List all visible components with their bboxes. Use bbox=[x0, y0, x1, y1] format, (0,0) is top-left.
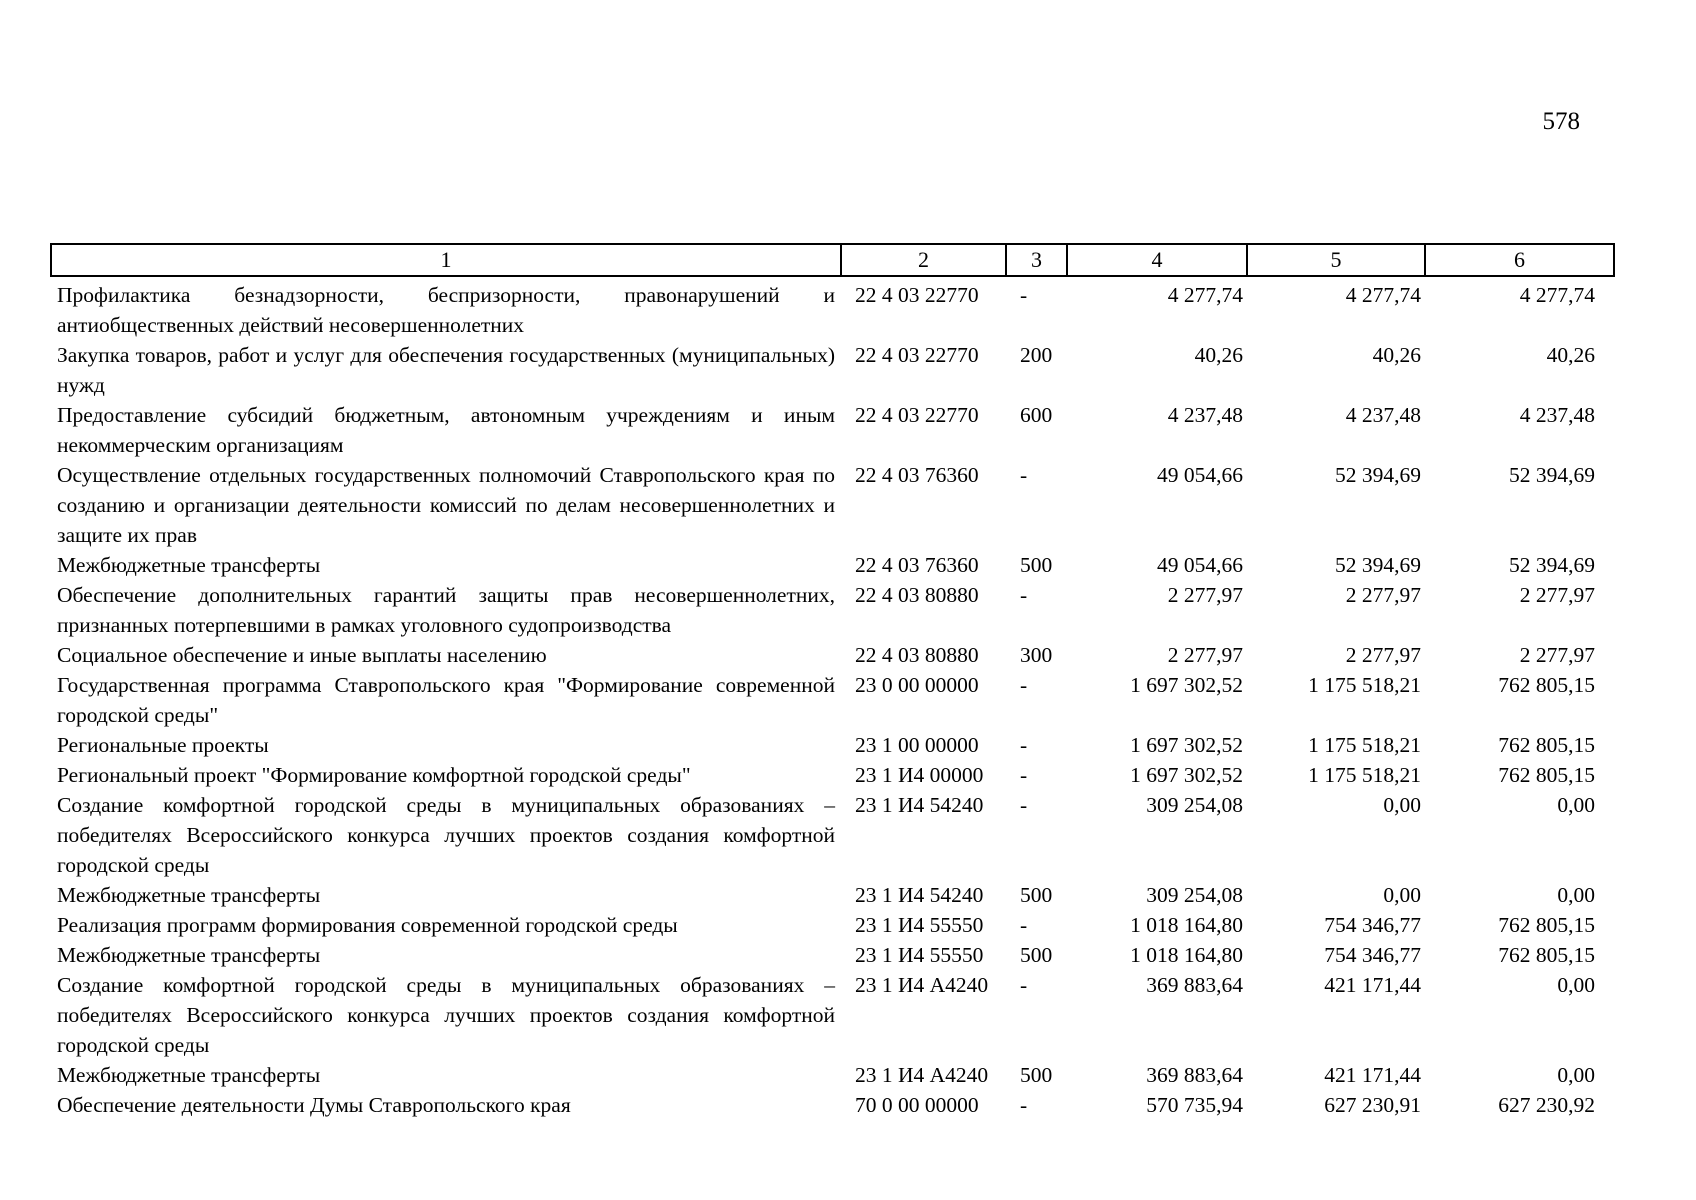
row-amount-col6-cell: 2 277,97 bbox=[1519, 643, 1595, 667]
page-number: 578 bbox=[1542, 108, 1580, 135]
row-expense-type-cell: - bbox=[1020, 1093, 1028, 1117]
row-name-cell: Обеспечение деятельности Думы Ставропольского края bbox=[57, 1093, 571, 1117]
row-amount-col5-cell: 52 394,69 bbox=[1335, 463, 1421, 487]
row-code-cell: 23 1 И4 55550 bbox=[855, 943, 984, 967]
row-amount-col4-cell: 309 254,08 bbox=[1146, 883, 1243, 907]
table-row bbox=[51, 550, 1614, 580]
row-amount-col4-cell: 309 254,08 bbox=[1146, 793, 1243, 817]
table-row bbox=[51, 910, 1614, 940]
table-header-row bbox=[51, 244, 1614, 276]
table-row bbox=[51, 400, 1614, 460]
row-amount-col6-cell: 52 394,69 bbox=[1509, 553, 1595, 577]
row-amount-col6-cell: 0,00 bbox=[1557, 1063, 1595, 1087]
row-name-cell: Межбюджетные трансферты bbox=[57, 1063, 321, 1087]
row-amount-col5-cell: 0,00 bbox=[1383, 883, 1421, 907]
table-row bbox=[51, 580, 1614, 640]
row-name-cell: Межбюджетные трансферты bbox=[57, 943, 321, 967]
row-expense-type-cell: - bbox=[1020, 583, 1028, 607]
row-code-cell: 22 4 03 22770 bbox=[855, 403, 979, 427]
row-expense-type-cell: 500 bbox=[1020, 943, 1053, 967]
table-row bbox=[51, 790, 1614, 880]
row-expense-type-cell: 200 bbox=[1020, 343, 1053, 367]
row-amount-col6-cell: 627 230,92 bbox=[1498, 1093, 1595, 1117]
table-row bbox=[51, 340, 1614, 400]
row-code-cell: 22 4 03 76360 bbox=[855, 463, 979, 487]
table-row bbox=[51, 880, 1614, 910]
table-row bbox=[51, 1090, 1614, 1120]
row-code-cell: 23 1 И4 54240 bbox=[855, 793, 984, 817]
row-expense-type-cell: 500 bbox=[1020, 1063, 1053, 1087]
row-amount-col6-cell: 762 805,15 bbox=[1498, 763, 1595, 787]
row-code-cell: 22 4 03 80880 bbox=[855, 583, 979, 607]
row-amount-col4-cell: 2 277,97 bbox=[1167, 643, 1243, 667]
row-amount-col5-cell: 4 277,74 bbox=[1345, 283, 1421, 307]
row-amount-col4-cell: 570 735,94 bbox=[1146, 1093, 1243, 1117]
row-amount-col5-cell: 40,26 bbox=[1372, 343, 1421, 367]
row-amount-col5-cell: 52 394,69 bbox=[1335, 553, 1421, 577]
table-row bbox=[51, 970, 1614, 1060]
row-expense-type-cell: - bbox=[1020, 973, 1028, 997]
row-amount-col4-cell: 4 277,74 bbox=[1167, 283, 1243, 307]
row-name-cell: Осуществление отдельных государственных полномочий Ставропольского края по созданию и организации деятельности комиссий по делам несовершеннолетних и защите их прав bbox=[57, 463, 835, 547]
row-amount-col5-cell: 1 175 518,21 bbox=[1308, 673, 1421, 697]
row-amount-col6-cell: 0,00 bbox=[1557, 973, 1595, 997]
row-amount-col4-cell: 2 277,97 bbox=[1167, 583, 1243, 607]
row-amount-col6-cell: 2 277,97 bbox=[1519, 583, 1595, 607]
row-name-cell: Региональные проекты bbox=[57, 733, 269, 757]
table-row bbox=[51, 730, 1614, 760]
row-code-cell: 23 1 И4 55550 bbox=[855, 913, 984, 937]
row-code-cell: 23 1 И4 54240 bbox=[855, 883, 984, 907]
row-name-cell: Реализация программ формирования современной городской среды bbox=[57, 913, 678, 937]
row-name-cell: Профилактика безнадзорности, беспризорности, правонарушений и антиобщественных действий несовершеннолетних bbox=[57, 283, 835, 337]
row-expense-type-cell: - bbox=[1020, 793, 1028, 817]
column-header: 5 bbox=[1247, 244, 1425, 276]
budget-table bbox=[50, 243, 1615, 1120]
row-amount-col4-cell: 40,26 bbox=[1194, 343, 1243, 367]
table-row bbox=[51, 460, 1614, 550]
row-amount-col5-cell: 0,00 bbox=[1383, 793, 1421, 817]
row-expense-type-cell: 500 bbox=[1020, 553, 1053, 577]
row-expense-type-cell: - bbox=[1020, 673, 1028, 697]
row-amount-col6-cell: 762 805,15 bbox=[1498, 673, 1595, 697]
row-expense-type-cell: - bbox=[1020, 733, 1028, 757]
row-amount-col5-cell: 4 237,48 bbox=[1345, 403, 1421, 427]
row-amount-col4-cell: 1 697 302,52 bbox=[1130, 673, 1243, 697]
row-amount-col6-cell: 4 277,74 bbox=[1519, 283, 1595, 307]
column-header: 4 bbox=[1067, 244, 1247, 276]
row-expense-type-cell: 500 bbox=[1020, 883, 1053, 907]
row-amount-col5-cell: 2 277,97 bbox=[1345, 583, 1421, 607]
row-code-cell: 22 4 03 76360 bbox=[855, 553, 979, 577]
column-header: 3 bbox=[1006, 244, 1067, 276]
row-amount-col4-cell: 369 883,64 bbox=[1146, 1063, 1243, 1087]
column-header: 6 bbox=[1425, 244, 1614, 276]
row-name-cell: Обеспечение дополнительных гарантий защиты прав несовершеннолетних, признанных потерпевшими в рамках уголовного судопроизводства bbox=[57, 583, 835, 637]
table-row bbox=[51, 276, 1614, 340]
column-header: 2 bbox=[841, 244, 1006, 276]
row-code-cell: 23 1 И4 А4240 bbox=[855, 973, 989, 997]
row-expense-type-cell: - bbox=[1020, 283, 1028, 307]
row-name-cell: Социальное обеспечение и иные выплаты населению bbox=[57, 643, 547, 667]
row-expense-type-cell: - bbox=[1020, 463, 1028, 487]
row-code-cell: 22 4 03 22770 bbox=[855, 283, 979, 307]
table-row bbox=[51, 1060, 1614, 1090]
table-row bbox=[51, 670, 1614, 730]
row-name-cell: Создание комфортной городской среды в муниципальных образованиях – победителях Всероссийского конкурса лучших проектов создания комфортной городской среды bbox=[57, 793, 835, 877]
row-amount-col4-cell: 1 018 164,80 bbox=[1130, 943, 1243, 967]
row-name-cell: Закупка товаров, работ и услуг для обеспечения государственных (муниципальных) нужд bbox=[57, 343, 835, 397]
row-name-cell: Государственная программа Ставропольского края "Формирование современной городской среды" bbox=[57, 673, 835, 727]
row-amount-col4-cell: 1 697 302,52 bbox=[1130, 763, 1243, 787]
row-amount-col5-cell: 627 230,91 bbox=[1324, 1093, 1421, 1117]
row-amount-col5-cell: 421 171,44 bbox=[1324, 973, 1421, 997]
row-amount-col5-cell: 754 346,77 bbox=[1324, 943, 1421, 967]
row-amount-col5-cell: 421 171,44 bbox=[1324, 1063, 1421, 1087]
row-expense-type-cell: 600 bbox=[1020, 403, 1053, 427]
row-code-cell: 23 1 00 00000 bbox=[855, 733, 979, 757]
row-amount-col4-cell: 49 054,66 bbox=[1157, 553, 1243, 577]
row-amount-col6-cell: 4 237,48 bbox=[1519, 403, 1595, 427]
row-amount-col5-cell: 1 175 518,21 bbox=[1308, 763, 1421, 787]
row-code-cell: 23 0 00 00000 bbox=[855, 673, 979, 697]
row-amount-col4-cell: 49 054,66 bbox=[1157, 463, 1243, 487]
row-amount-col6-cell: 0,00 bbox=[1557, 883, 1595, 907]
row-name-cell: Межбюджетные трансферты bbox=[57, 553, 321, 577]
row-code-cell: 23 1 И4 А4240 bbox=[855, 1063, 989, 1087]
row-expense-type-cell: 300 bbox=[1020, 643, 1053, 667]
row-expense-type-cell: - bbox=[1020, 913, 1028, 937]
row-amount-col6-cell: 762 805,15 bbox=[1498, 913, 1595, 937]
table-row bbox=[51, 940, 1614, 970]
row-amount-col6-cell: 52 394,69 bbox=[1509, 463, 1595, 487]
row-amount-col4-cell: 4 237,48 bbox=[1167, 403, 1243, 427]
row-amount-col5-cell: 1 175 518,21 bbox=[1308, 733, 1421, 757]
row-amount-col6-cell: 0,00 bbox=[1557, 793, 1595, 817]
row-name-cell: Предоставление субсидий бюджетным, автономным учреждениям и иным некоммерческим организациям bbox=[57, 403, 835, 457]
row-code-cell: 70 0 00 00000 bbox=[855, 1093, 979, 1117]
row-amount-col6-cell: 762 805,15 bbox=[1498, 943, 1595, 967]
row-amount-col6-cell: 40,26 bbox=[1546, 343, 1595, 367]
row-code-cell: 22 4 03 80880 bbox=[855, 643, 979, 667]
row-amount-col4-cell: 1 018 164,80 bbox=[1130, 913, 1243, 937]
row-expense-type-cell: - bbox=[1020, 763, 1028, 787]
row-amount-col4-cell: 369 883,64 bbox=[1146, 973, 1243, 997]
row-name-cell: Региональный проект "Формирование комфортной городской среды" bbox=[57, 763, 691, 787]
row-code-cell: 22 4 03 22770 bbox=[855, 343, 979, 367]
table-row bbox=[51, 640, 1614, 670]
row-name-cell: Межбюджетные трансферты bbox=[57, 883, 321, 907]
row-amount-col6-cell: 762 805,15 bbox=[1498, 733, 1595, 757]
row-amount-col5-cell: 2 277,97 bbox=[1345, 643, 1421, 667]
row-amount-col4-cell: 1 697 302,52 bbox=[1130, 733, 1243, 757]
row-name-cell: Создание комфортной городской среды в муниципальных образованиях – победителях Всероссийского конкурса лучших проектов создания комфортной городской среды bbox=[57, 973, 835, 1057]
table-row bbox=[51, 760, 1614, 790]
table-body bbox=[51, 276, 1614, 1120]
row-code-cell: 23 1 И4 00000 bbox=[855, 763, 984, 787]
column-header: 1 bbox=[51, 244, 841, 276]
row-amount-col5-cell: 754 346,77 bbox=[1324, 913, 1421, 937]
